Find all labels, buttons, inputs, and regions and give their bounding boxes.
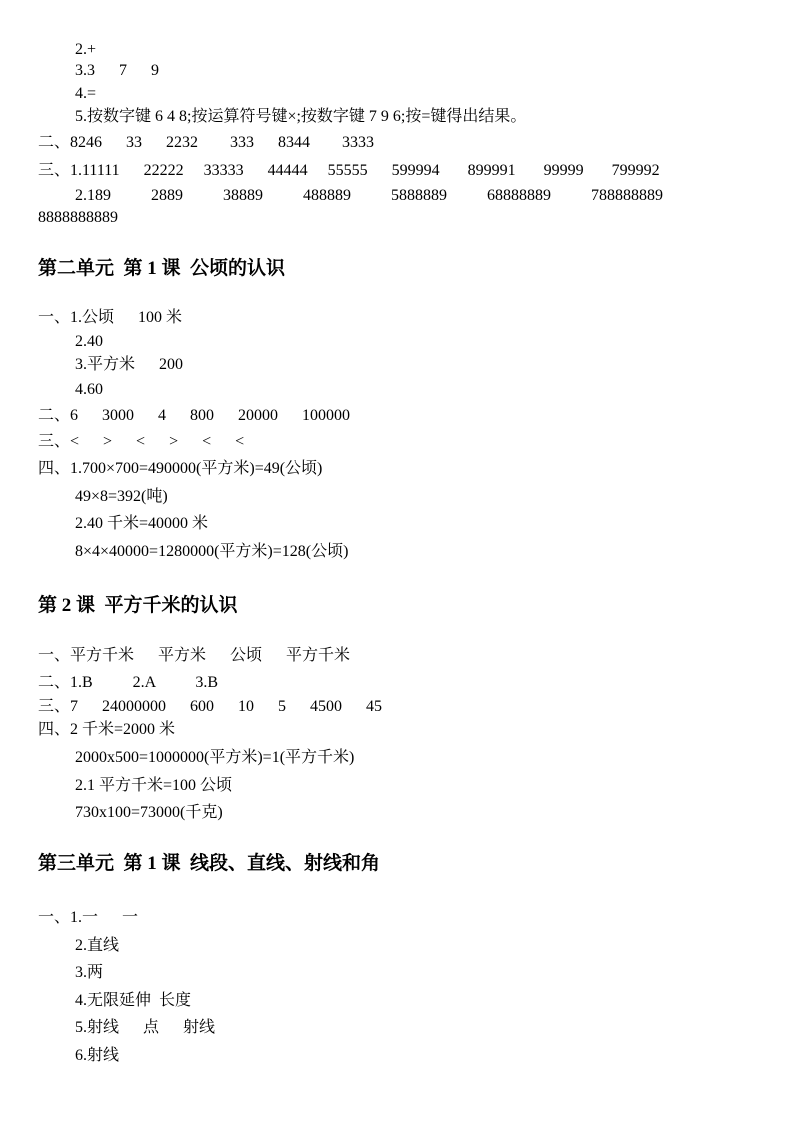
answer-line: 4.无限延伸 长度 xyxy=(75,992,192,1009)
answer-line: 6.射线 xyxy=(75,1047,120,1064)
answer-line: 2000x500=1000000(平方米)=1(平方千米) xyxy=(75,749,355,766)
answer-line: 三、1.11111 22222 33333 44444 55555 599994 899991 99999 799992 xyxy=(38,162,660,179)
answer-line: 四、1.700×700=490000(平方米)=49(公顷) xyxy=(38,460,323,477)
answer-line: 2.189 2889 38889 488889 5888889 68888889 788888889 xyxy=(75,187,663,204)
section-heading: 第二单元 第 1 课 公顷的认识 xyxy=(38,258,286,279)
answer-line: 二、1.B 2.A 3.B xyxy=(38,674,219,691)
answer-line: 二、8246 33 2232 333 8344 3333 xyxy=(38,134,375,151)
answer-line: 49×8=392(吨) xyxy=(75,488,168,505)
section-heading: 第 2 课 平方千米的认识 xyxy=(38,595,238,616)
section-heading: 第三单元 第 1 课 线段、直线、射线和角 xyxy=(38,853,381,874)
answer-line: 3.两 xyxy=(75,964,104,981)
answer-line: 一、1.一 一 xyxy=(38,909,139,926)
answer-line: 三、7 24000000 600 10 5 4500 45 xyxy=(38,698,383,715)
answer-line: 5.按数字键 6 4 8;按运算符号键×;按数字键 7 9 6;按=键得出结果。 xyxy=(75,108,527,125)
answer-line: 730x100=73000(千克) xyxy=(75,804,223,821)
answer-line: 2.直线 xyxy=(75,937,120,954)
answer-line: 二、6 3000 4 800 20000 100000 xyxy=(38,407,351,424)
answer-line: 2.+ xyxy=(75,41,97,58)
answer-line: 4.60 xyxy=(75,381,103,398)
answer-line: 3.平方米 200 xyxy=(75,356,184,373)
answer-line: 四、2 千米=2000 米 xyxy=(38,721,176,738)
answer-line: 2.40 千米=40000 米 xyxy=(75,515,209,532)
answer-line: 一、1.公顷 100 米 xyxy=(38,309,183,326)
answer-line: 2.1 平方千米=100 公顷 xyxy=(75,777,233,794)
answer-line: 5.射线 点 射线 xyxy=(75,1019,216,1036)
answer-line: 8888888889 xyxy=(38,209,118,226)
answer-line: 2.40 xyxy=(75,333,103,350)
answer-line: 3.3 7 9 xyxy=(75,62,159,79)
answer-line: 三、< > < > < < xyxy=(38,433,245,450)
answer-line: 一、平方千米 平方米 公顷 平方千米 xyxy=(38,647,351,664)
answer-line: 4.= xyxy=(75,85,97,102)
answer-line: 8×4×40000=1280000(平方米)=128(公顷) xyxy=(75,543,349,560)
